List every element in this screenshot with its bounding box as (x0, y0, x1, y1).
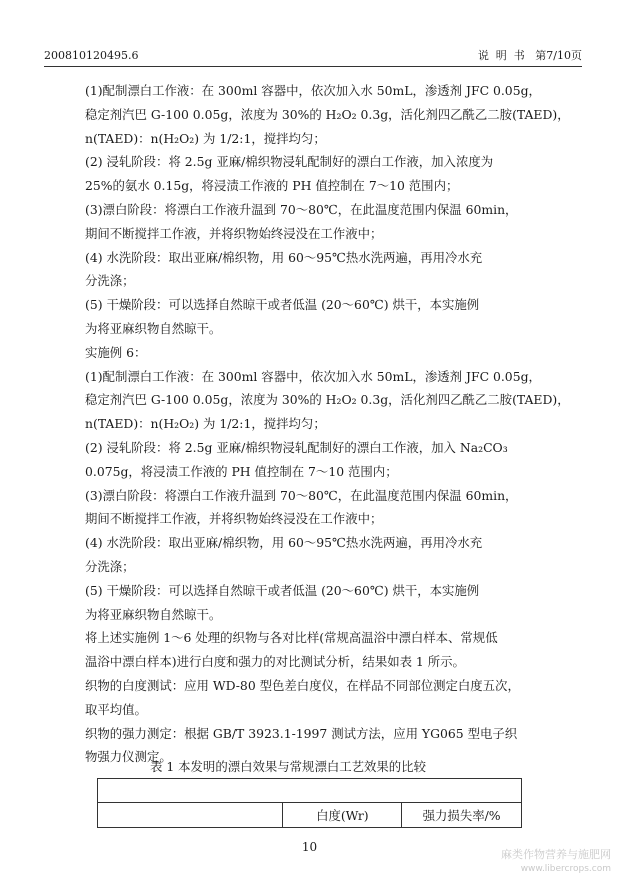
text-line: n(TAED)：n(H₂O₂) 为 1/2:1，搅拌均匀； (85, 416, 326, 432)
text-line: (2) 浸轧阶段：将 2.5g 亚麻/棉织物浸轧配制好的漂白工作液，加入浓度为 (85, 154, 494, 170)
document-number: 200810120495.6 (44, 49, 139, 62)
body-text (85, 79, 595, 769)
text-line: n(TAED)：n(H₂O₂) 为 1/2:1，搅拌均匀； (85, 130, 326, 146)
table-row (98, 803, 522, 828)
text-line: 取平均值。 (85, 701, 147, 717)
column-header-whiteness: 白度(Wr) (283, 803, 402, 828)
text-line: 分洗涤； (85, 558, 135, 574)
watermark-title: 麻类作物营养与施肥网 (501, 848, 611, 861)
text-line: 稳定剂汽巴 G-100 0.05g，浓度为 30%的 H₂O₂ 0.3g，活化剂四乙酰乙二胺(TAED)， (85, 106, 570, 122)
text-line: 0.075g，将浸渍工作液的 PH 值控制在 7～10 范围内； (85, 463, 398, 479)
text-line: 为将亚麻织物自然晾干。 (85, 606, 222, 622)
header-rule (44, 66, 582, 67)
text-line: (4) 水洗阶段：取出亚麻/棉织物，用 60～95℃热水洗两遍，再用冷水充 (85, 249, 483, 265)
column-header-strength-loss: 强力损失率/% (402, 803, 522, 828)
page-number: 10 (301, 840, 318, 854)
text-line: (3)漂白阶段：将漂白工作液升温到 70～80℃，在此温度范围内保温 60min， (85, 487, 518, 503)
text-line: (1)配制漂白工作液：在 300ml 容器中，依次加入水 50mL，渗透剂 JFC 0.05g， (85, 83, 541, 98)
text-line: 25%的氨水 0.15g，将浸渍工作液的 PH 值控制在 7～10 范围内； (85, 178, 459, 194)
table-row (98, 779, 522, 803)
text-line: (5) 干燥阶段：可以选择自然晾干或者低温 (20～60℃) 烘干，本实施例 (85, 582, 480, 598)
text-line: 织物的白度测试：应用 WD-80 型色差白度仪，在样品不同部位测定白度五次， (85, 677, 520, 693)
table-cell (98, 803, 283, 828)
text-line: 将上述实施例 1～6 处理的织物与各对比样(常规高温浴中漂白样本、常规低 (85, 630, 498, 646)
text-line: 期间不断搅拌工作液，并将织物始终浸没在工作液中； (85, 511, 383, 527)
header-page-info: 说 明 书 第7/10页 (477, 49, 582, 62)
text-line: 物强力仪测定。 (85, 749, 172, 765)
text-line: 期间不断搅拌工作液，并将织物始终浸没在工作液中； (85, 225, 383, 241)
text-line: 稳定剂汽巴 G-100 0.05g，浓度为 30%的 H₂O₂ 0.3g，活化剂四乙酰乙二胺(TAED)， (85, 392, 570, 408)
watermark-url: www.libercrops.com (520, 864, 611, 874)
text-line: (2) 浸轧阶段：将 2.5g 亚麻/棉织物浸轧配制好的漂白工作液，加入 Na₂CO₃ (85, 439, 508, 455)
watermark (461, 848, 611, 876)
text-line: 温浴中漂白样本)进行白度和强力的对比测试分析，结果如表 1 所示。 (85, 654, 465, 670)
text-line: 分洗涤； (85, 273, 135, 289)
text-line: 织物的强力测定：根据 GB/T 3923.1-1997 测试方法，应用 YG065 型电子织 (85, 725, 518, 741)
section-heading: 实施例 6： (85, 344, 147, 360)
text-line: (1)配制漂白工作液：在 300ml 容器中，依次加入水 50mL，渗透剂 JFC 0.05g， (85, 368, 541, 384)
text-line: (5) 干燥阶段：可以选择自然晾干或者低温 (20～60℃) 烘干，本实施例 (85, 297, 480, 313)
results-table (97, 778, 522, 828)
page-header (44, 48, 582, 64)
table-cell (98, 779, 522, 803)
text-line: (4) 水洗阶段：取出亚麻/棉织物，用 60～95℃热水洗两遍，再用冷水充 (85, 535, 483, 551)
text-line: (3)漂白阶段：将漂白工作液升温到 70～80℃，在此温度范围内保温 60min， (85, 201, 518, 217)
text-line: 为将亚麻织物自然晾干。 (85, 320, 222, 336)
table-caption: 表 1 本发明的漂白效果与常规漂白工艺效果的比较 (150, 759, 426, 774)
